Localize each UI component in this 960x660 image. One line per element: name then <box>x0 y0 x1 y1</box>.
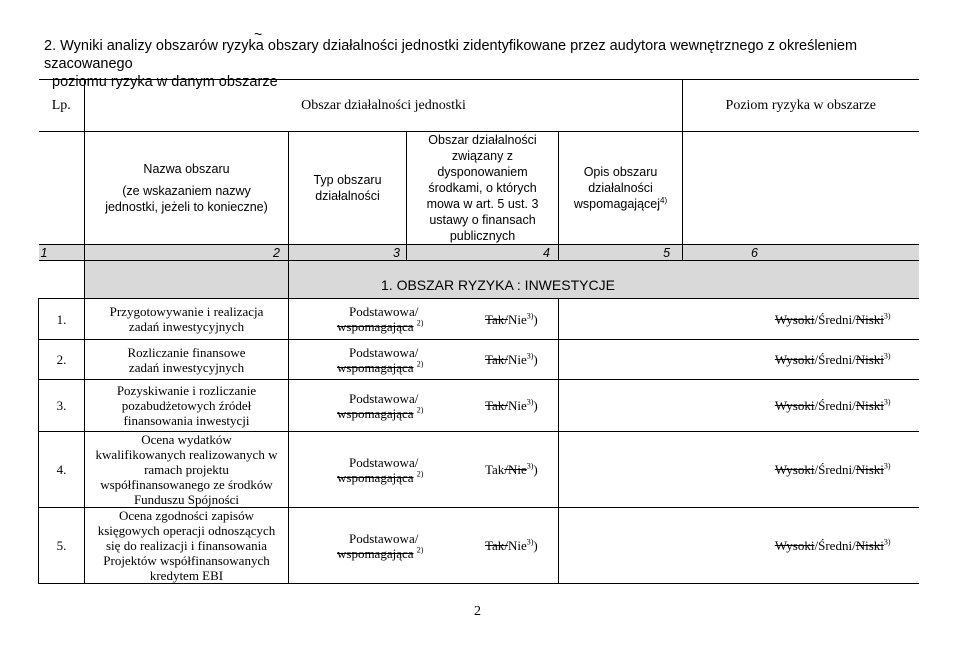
row-high: Wysoki <box>774 311 815 327</box>
heading-line-2: poziomu ryzyka w danym obszarze <box>52 74 278 90</box>
row-type-a: Podstawowa/ <box>349 530 419 546</box>
row-type-a: Podstawowa/ <box>349 344 419 360</box>
row-fsup: 3) <box>526 397 534 407</box>
row-type-b: wspomagająca <box>337 319 414 334</box>
header-lp: Lp. <box>39 80 85 132</box>
row-flags: Tak/Nie$^{3)}$) Wysoki/Średni/Niski$^{3)}$ <box>559 340 919 380</box>
section-row <box>39 261 919 299</box>
row-name: Rozliczanie finansowe zadań inwestycyjnych <box>85 340 289 380</box>
row-low: Niski <box>855 462 884 477</box>
row-mid: Średni <box>818 462 853 477</box>
row-mid: Średni <box>818 398 853 413</box>
row-fsup: 3) <box>526 351 534 361</box>
row-name: Przygotowywanie i realizacja zadań inwestycyjnych <box>85 299 289 340</box>
row-rsup: 3) <box>883 351 891 361</box>
section-blank <box>85 261 289 299</box>
row-type-sup: 2) <box>416 469 424 479</box>
row-rsup: 3) <box>883 461 891 471</box>
col-num-2: 2 <box>85 245 289 261</box>
row-flags: Tak/Nie$^{3)}$) Wysoki/Średni/Niski$^{3)}$ <box>559 380 919 432</box>
row-type-b: wspomagająca <box>337 359 414 375</box>
row-sep: / <box>504 538 508 553</box>
col-num-5: 5 <box>559 245 683 261</box>
row-yes: Tak <box>485 398 505 413</box>
row-no: Nie <box>507 398 527 413</box>
row-high: Wysoki <box>774 352 815 367</box>
subheader-name-title: Nazwa obszaru <box>143 162 230 176</box>
row-type-sup: 2) <box>416 318 424 328</box>
subheader-desc-sup: 4) <box>660 195 668 205</box>
row-no: Nie <box>507 538 527 553</box>
col-num-1: 1 <box>39 245 85 261</box>
subheader-lp-blank <box>39 132 85 245</box>
row-low: Niski <box>855 538 884 553</box>
row-mid: Średni <box>818 311 853 327</box>
row-lp: 2. <box>39 340 85 380</box>
row-type-a: Podstawowa/ <box>349 390 419 406</box>
table-row <box>39 508 919 584</box>
row-type-sup: 2) <box>416 359 424 369</box>
row-rsup: 3) <box>883 397 891 407</box>
row-sep: / <box>504 352 508 367</box>
row-low: Niski <box>855 311 884 327</box>
row-no: Nie <box>507 462 527 477</box>
row-sep: / <box>504 462 508 477</box>
subheader-funds: Obszar działalności związany z dysponowaniem środkami, o których mowa w art. 5 ust. 3 ustawy o finansach publicznych <box>407 132 559 245</box>
row-lp: 5. <box>39 508 85 584</box>
header-risk: Poziom ryzyka w obszarze <box>683 80 919 132</box>
row-name: Pozyskiwanie i rozliczanie pozabudżetowych źródeł finansowania inwestycji <box>85 380 289 432</box>
row-lp: 4. <box>39 432 85 508</box>
row-sep: / <box>504 311 508 327</box>
row-yes: Tak <box>485 311 505 327</box>
row-low: Niski <box>855 352 884 367</box>
col-num-6: 6 <box>683 245 919 261</box>
row-rsup: 3) <box>883 311 891 321</box>
row-low: Niski <box>855 398 884 413</box>
risk-table <box>38 79 919 584</box>
row-lp: 3. <box>39 380 85 432</box>
section-blank-left <box>39 261 85 299</box>
subheader-row <box>39 132 919 245</box>
row-type-a: Podstawowa/ <box>349 304 419 319</box>
row-type-b: wspomagająca <box>337 545 414 561</box>
row-flags: Tak/Nie$^{3)}$) Wysoki/Średni/Niski$^{3)}$ <box>559 508 919 584</box>
row-type-sup: 2) <box>416 545 424 555</box>
row-type-sup: 2) <box>416 405 424 415</box>
row-high: Wysoki <box>774 398 815 413</box>
subheader-type: Typ obszaru działalności <box>289 132 407 245</box>
row-flags: Tak/Nie$^{3)}$) Wysoki/Średni/Niski$^{3)}$ <box>559 432 919 508</box>
column-number-row <box>39 245 919 261</box>
row-high: Wysoki <box>774 538 815 553</box>
row-mid: Średni <box>818 538 853 553</box>
subheader-desc <box>559 132 683 245</box>
heading-line-1: 2. Wyniki analizy obszarów ryzyka obszary działalności jednostki zidentyfikowane przez audytora wewnętrznego z określeniem szacowanego <box>44 38 858 72</box>
row-fsup: 3) <box>526 461 534 471</box>
table-row <box>39 340 919 380</box>
row-mid: Średni <box>818 352 853 367</box>
row-yes: Tak <box>485 352 505 367</box>
heading-tilde: ~ <box>254 26 263 42</box>
section-title: 1. OBSZAR RYZYKA : INWESTYCJE <box>289 261 919 299</box>
row-yes: Tak <box>485 462 505 477</box>
row-type-b: wspomagająca <box>337 469 414 485</box>
row-rsup: 3) <box>883 537 891 547</box>
subheader-desc-text: Opis obszaru działalności wspomagającej <box>573 165 661 211</box>
subheader-risk-blank <box>683 132 919 245</box>
row-name: Ocena wydatków kwalifikowanych realizowanych w ramach projektu współfinansowanego ze środków Funduszu Spójności <box>85 432 289 508</box>
subheader-name-desc: (ze wskazaniem nazwy jednostki, jeżeli to konieczne) <box>105 184 268 214</box>
header-row <box>39 80 919 132</box>
row-type-a: Podstawowa/ <box>349 454 419 470</box>
subheader-name <box>85 132 289 245</box>
row-fsup: 3) <box>526 537 534 547</box>
row-yes: Tak <box>485 538 505 553</box>
row-sep: / <box>504 398 508 413</box>
table-row <box>39 432 919 508</box>
table-row <box>39 299 919 340</box>
row-fsup: 3) <box>526 311 534 321</box>
row-name: Ocena zgodności zapisów księgowych operacji odnoszących się do realizacji i finansowania Projektów współfinansowanych kredytem EBI <box>85 508 289 584</box>
page-number: 2 <box>474 604 481 619</box>
row-type-b: wspomagająca <box>337 405 414 421</box>
col-num-3: 3 <box>289 245 407 261</box>
row-flags: Tak/Nie$^{3)}$) Wysoki/Średni/Niski$^{3)}$ <box>559 299 919 340</box>
row-no: Nie <box>507 311 527 327</box>
col-num-4: 4 <box>407 245 559 261</box>
header-area: Obszar działalności jednostki <box>85 80 683 132</box>
row-lp: 1. <box>39 299 85 340</box>
row-no: Nie <box>507 352 527 367</box>
row-high: Wysoki <box>774 462 815 477</box>
table-row <box>39 380 919 432</box>
